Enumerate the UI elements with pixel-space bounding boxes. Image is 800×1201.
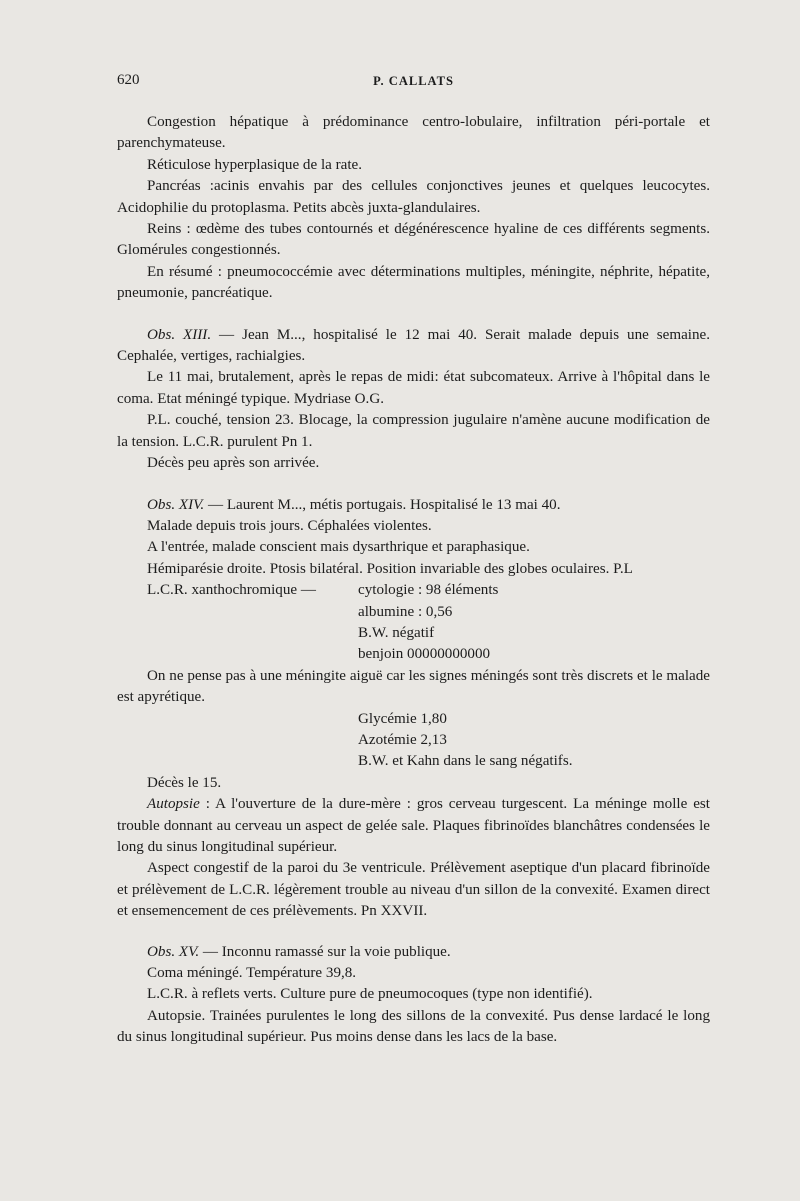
blood-value: Glycémie 1,80	[358, 710, 447, 727]
running-title: P. CALLATS	[373, 74, 454, 88]
paragraph: On ne pense pas à une méningite aiguë car les signes méningés sont très discrets et le malade est apyrétique.	[117, 667, 710, 706]
observation-15-heading	[117, 942, 710, 963]
lcr-value: benjoin 00000000000	[358, 646, 491, 663]
paragraph: Reins : œdème des tubes contournés et dégénérescence hyaline de ces différents segments. Glomérules congestionnés.	[117, 221, 710, 259]
lcr-results	[117, 580, 710, 666]
body-text	[117, 112, 710, 1049]
lcr-value: albumine : 0,56	[358, 603, 453, 620]
blood-results	[117, 709, 710, 773]
autopsy-paragraph	[117, 794, 710, 858]
blood-value: Azotémie 2,13	[358, 731, 447, 748]
lcr-value: cytologie : 98 éléments	[358, 582, 499, 599]
obs-label: Obs. XIV.	[147, 496, 205, 513]
paragraph: P.L. couché, tension 23. Blocage, la compression jugulaire n'amène aucune modification de la tension. L.C.R. purulent Pn 1.	[117, 412, 710, 450]
autopsy-text: : A l'ouverture de la dure-mère : gros cerveau turgescent. La méninge molle est trouble donnant au cerveau un aspect de gelée sale. Plaques fibrinoïdes blanchâtres condensées le long du sinus longitudinal supérieur.	[117, 796, 710, 855]
paragraph: Coma méningé. Température 39,8.	[147, 965, 357, 982]
paragraph: Autopsie. Trainées purulentes le long des sillons de la convexité. Pus dense lardacé le long du sinus longitudinal supérieur. Pus moins dense dans les lacs de la base.	[117, 1007, 710, 1046]
autopsy-label: Autopsie	[147, 796, 200, 813]
paragraph: Décès peu après son arrivée.	[147, 455, 320, 472]
obs-label: Obs. XIII.	[147, 326, 212, 343]
observation-14-heading	[117, 495, 710, 516]
page-number: 620	[117, 72, 140, 88]
paragraph: Le 11 mai, brutalement, après le repas de midi: état subcomateux. Arrive à l'hôpital dans le coma. Etat méningé typique. Mydriase O.G.	[117, 369, 710, 407]
blood-value: B.W. et Kahn dans le sang négatifs.	[358, 753, 573, 770]
paragraph: A l'entrée, malade conscient mais dysarthrique et paraphasique.	[147, 539, 530, 556]
obs-label: Obs. XV.	[147, 943, 200, 960]
paragraph: L.C.R. à reflets verts. Culture pure de pneumocoques (type non identifié).	[147, 986, 593, 1003]
obs-text: — Jean M..., hospitalisé le 12 mai 40. Serait malade depuis une semaine. Cephalée, vertiges, rachialgies.	[117, 326, 710, 365]
paragraph: Hémiparésie droite. Ptosis bilatéral. Position invariable des globes oculaires. P.L	[147, 560, 633, 577]
paragraph: Congestion hépatique à prédominance centro-lobulaire, infiltration péri-portale et parenchymateuse.	[117, 114, 710, 152]
obs-text: — Inconnu ramassé sur la voie publique.	[199, 943, 451, 960]
paragraph: Décès le 15.	[147, 774, 222, 791]
paragraph: En résumé : pneumococcémie avec déterminations multiples, méningite, néphrite, hépatite, pneumonie, pancréatique.	[117, 263, 710, 302]
paragraph: Malade depuis trois jours. Céphalées violentes.	[147, 517, 432, 534]
page-header	[117, 68, 710, 92]
obs-text: — Laurent M..., métis portugais. Hospitalisé le 13 mai 40.	[204, 496, 561, 513]
observation-13-heading	[117, 325, 710, 368]
paragraph: Pancréas :acinis envahis par des cellules conjonctives jeunes et quelques leucocytes. Acidophilie du protoplasma. Petits abcès juxta-glandulaires.	[117, 178, 710, 216]
lcr-value: B.W. négatif	[358, 624, 435, 641]
paragraph: Réticulose hyperplasique de la rate.	[147, 156, 363, 173]
lcr-lead: L.C.R. xanthochromique —	[147, 582, 316, 599]
paragraph: Aspect congestif de la paroi du 3e ventricule. Prélèvement aseptique d'un placard fibrinoïde et prélèvement de L.C.R. légèrement trouble au niveau d'un sillon de la convexité. Examen direct et ensemencement de ces prélèvements. Pn XXVII.	[117, 860, 710, 920]
